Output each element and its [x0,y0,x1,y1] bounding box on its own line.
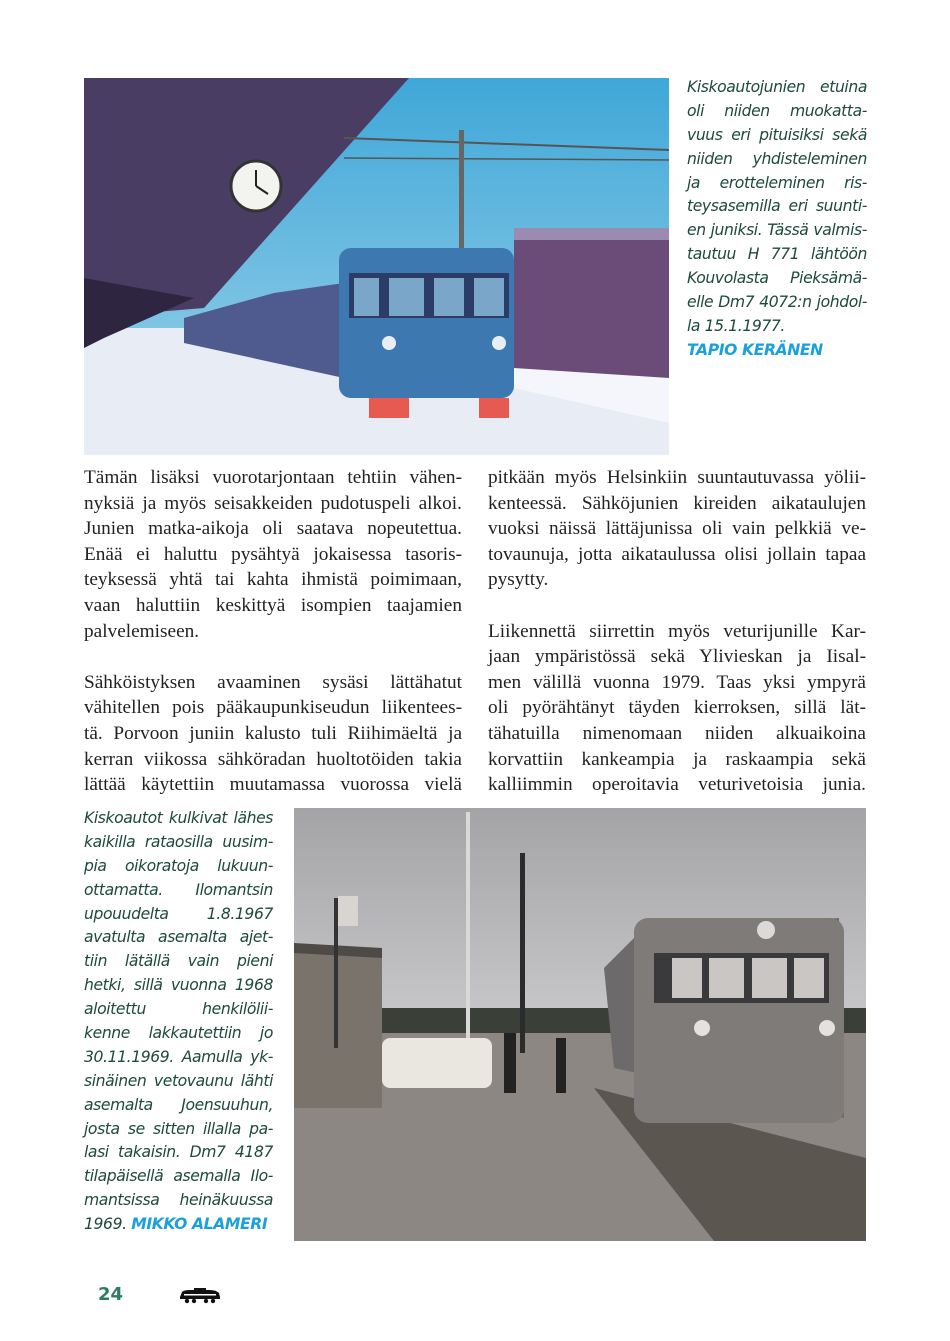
caption-line: 30.11.1969. Aamulla yk- [84,1047,273,1066]
caption-line [687,315,867,339]
caption-line: upouudelta 1.8.1967 [84,904,273,923]
bottom-photo-caption [84,807,273,1237]
caption-line: Kiskoautojunien etuina [687,78,867,96]
caption-line: lasi takaisin. Dm7 4187 [84,1143,273,1162]
top-photo-railcar-kouvola [84,78,669,455]
body-text-line: Tämän lisäksi vuorotarjontaan tehtiin vähen- [84,467,462,488]
body-text-line: kalliimmin operoitavia veturivetoisia junia. [488,774,866,796]
body-text-line: teyksessä yhtä tai kahta ihmistä poimimaan, [84,569,462,591]
body-text-line: tovaunuja, jotta aikataulussa olisi jollain tapaa [488,543,866,565]
caption-line: avatulta asemalta ajet- [84,928,273,947]
caption-line: teysasemilla eri suunti- [687,197,867,216]
body-text-line: jaan ympäristössä sekä Ylivieskan ja Iisal- [488,646,866,668]
body-text-line: Enää ei haluttu pysähtyä jokaisessa tasoris- [84,543,462,565]
caption-line: Kiskoautot kulkivat lähes [84,809,273,827]
caption-line: pia oikoratoja lukuun- [84,856,273,875]
body-text-line: men välillä vuonna 1979. Taas yksi ympyrä [488,671,866,693]
body-text-line: vähitellen pois pääkaupunkiseudun liikentees- [84,697,462,719]
body-text-line: nyksiä ja myös seisakkeiden pudotuspeli alkoi. [84,492,462,514]
caption-line: elle Dm7 4072:n johdol- [687,293,867,312]
body-text-line: Sähköistyksen avaaminen sysäsi lättähatut [84,671,462,693]
caption-line: ja erotteleminen ris- [687,173,867,192]
body-text-line: kenteessä. Sähköjunien kireiden aikataulujen [488,492,866,514]
caption-line: mantsissa heinäkuussa [84,1191,273,1210]
body-text-line: tähatuilla nimenomaan niiden alkuaikoina [488,722,866,744]
photo-credit: TAPIO KERÄNEN [687,340,823,359]
caption-line: sinäinen vetovaunu lähti [84,1071,273,1090]
body-right-column [488,465,866,798]
body-text-line: kerran viikossa sähköradan huoltotöiden takia [84,748,462,770]
caption-line: tilapäisellä asemalla Ilo- [84,1167,273,1186]
caption-line: kenne lakkautettiin jo [84,1024,273,1043]
caption-line: tautuu H 771 lähtöön [687,245,867,264]
body-text-line: Liikennettä siirrettin myös veturijunille Kar- [488,620,866,642]
caption-line: tiin lätällä vain pieni [84,952,273,971]
body-text-line: palvelemiseen. [84,620,200,642]
railcar-icon [178,1286,222,1304]
body-text-line: Junien matka-aikoja oli saatava nopeutettua. [84,518,462,540]
bottom-photo-railcar-ilomantsi [294,808,866,1241]
caption-line: niiden yhdisteleminen [687,149,867,168]
page-number: 24 [98,1284,124,1305]
caption-line: asemalta Joensuuhun, [84,1095,273,1114]
caption-line: vuus eri pituisiksi sekä [687,125,867,144]
caption-line: kaikilla rataosilla uusim- [84,832,273,851]
body-text-line: tä. Porvoon juniin kalusto tuli Riihimäeltä ja [84,722,462,744]
caption-line: ottamatta. Ilomantsin [84,880,273,899]
caption-line: oli niiden muokatta- [687,101,867,120]
caption-line: aloitettu henkilölii- [84,1000,273,1019]
paragraph-gap [488,593,866,619]
body-text-line: pysytty. [488,569,549,591]
body-text-line: vaan haluttiin keskittyä isompien taajamien [84,594,462,616]
body-text-line: pitkään myös Helsinkiin suuntautuvassa yölii- [488,467,866,488]
paragraph-gap [84,644,462,670]
body-left-column [84,465,462,798]
caption-line [84,1213,273,1237]
body-text-line: korvattiin kankeampia ja raskaampia sekä [488,748,866,770]
body-text-line: vuoksi näissä lättäjunissa oli vain pelkkiä ve- [488,518,866,540]
top-photo-caption [687,76,867,363]
photo-credit: MIKKO ALAMERI [131,1215,268,1234]
caption-line: Kouvolasta Pieksämä- [687,269,867,288]
caption-line-text: 1969. [84,1215,127,1234]
caption-line-text: la 15.1.1977. [687,316,785,335]
caption-line: josta se sitten illalla pa- [84,1119,273,1138]
body-text-line: lättää käytettiin muutamassa vuorossa vielä [84,774,462,796]
caption-line: hetki, sillä vuonna 1968 [84,976,273,995]
body-text-line: oli pyörähtänyt täyden kierroksen, sillä lät- [488,697,866,719]
caption-line: en juniksi. Tässä valmis- [687,221,867,240]
